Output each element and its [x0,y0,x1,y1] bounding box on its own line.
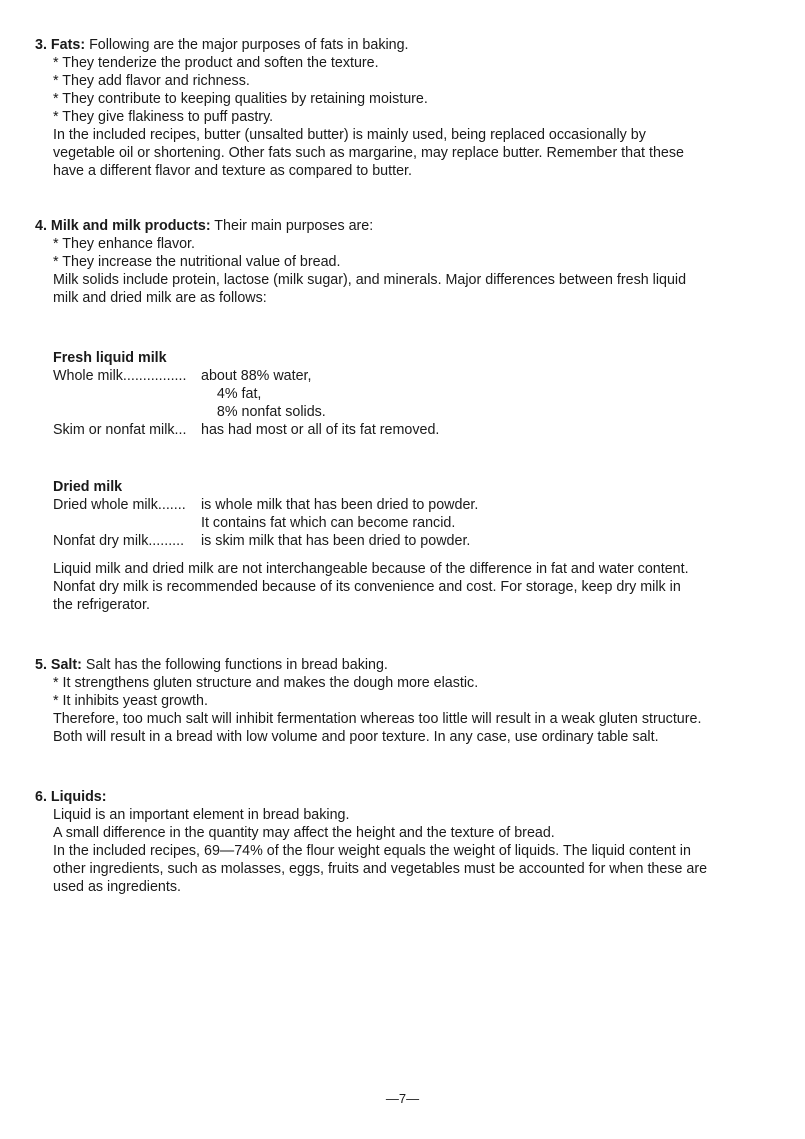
salt-heading-line [35,656,780,674]
fats-paragraph-line: have a different flavor and texture as compared to butter. [53,163,412,179]
salt-number: 5. [35,657,47,673]
liquids-paragraph-line: A small difference in the quantity may affect the height and the texture of bread. [53,825,555,841]
salt-heading: Salt: [50,657,82,673]
section-salt [35,656,780,746]
milk-paragraph-line: milk and dried milk are as follows: [53,290,267,306]
section-liquids [35,788,780,896]
fats-paragraph-line: In the included recipes, butter (unsalted butter) is mainly used, being replaced occasionally by [53,127,646,143]
fresh-milk-row: 4% fat, [201,386,262,402]
salt-bullet: * It strengthens gluten structure and makes the dough more elastic. [53,675,479,691]
milk-closing-line: Nonfat dry milk is recommended because of its convenience and cost. For storage, keep dry milk in [53,579,681,595]
fats-bullet: * They give flakiness to puff pastry. [53,109,274,125]
milk-bullet: * They increase the nutritional value of bread. [53,254,341,270]
dried-milk-row: It contains fat which can become rancid. [201,515,456,531]
fats-intro: Following are the major purposes of fats in baking. [85,37,409,53]
liquids-paragraph-line: other ingredients, such as molasses, eggs, fruits and vegetables must be accounted for when these are [53,861,708,877]
liquids-heading-line [35,788,780,806]
fresh-milk-block [53,349,773,439]
milk-closing-line: the refrigerator. [53,597,150,613]
fats-paragraph-line: vegetable oil or shortening. Other fats such as margarine, may replace butter. Remember that these [53,145,684,161]
fresh-milk-row: Whole milk................ about 88% water, [53,368,312,384]
liquids-paragraph-line: In the included recipes, 69—74% of the flour weight equals the weight of liquids. The liquid content in [53,843,691,859]
page-number: —7— [385,1091,420,1106]
dried-milk-row: Nonfat dry milk......... is skim milk that has been dried to powder. [53,533,471,549]
fats-bullet: * They contribute to keeping qualities by retaining moisture. [53,91,428,107]
section-milk [35,217,780,307]
liquids-heading: Liquids: [50,789,107,805]
liquids-paragraph-line: Liquid is an important element in bread baking. [53,807,350,823]
dried-milk-heading: Dried milk [53,479,123,495]
salt-paragraph-line: Therefore, too much salt will inhibit fermentation whereas too little will result in a weak gluten structure. [53,711,702,727]
fats-bullet: * They add flavor and richness. [53,73,250,89]
fresh-milk-heading: Fresh liquid milk [53,350,167,366]
fats-bullet: * They tenderize the product and soften the texture. [53,55,379,71]
liquids-paragraph-line: used as ingredients. [53,879,181,895]
milk-intro: Their main purposes are: [210,218,374,234]
fresh-milk-row: 8% nonfat solids. [201,404,326,420]
milk-closing-line: Liquid milk and dried milk are not interchangeable because of the difference in fat and water content. [53,561,689,577]
milk-number: 4. [35,218,47,234]
milk-bullet: * They enhance flavor. [53,236,196,252]
salt-bullet: * It inhibits yeast growth. [53,693,208,709]
fats-heading-line [35,36,780,54]
fats-number: 3. [35,37,47,53]
liquids-number: 6. [35,789,47,805]
salt-intro: Salt has the following functions in bread baking. [81,657,388,673]
dried-milk-block [53,478,773,550]
salt-paragraph-line: Both will result in a bread with low volume and poor texture. In any case, use ordinary table salt. [53,729,659,745]
fresh-milk-row: Skim or nonfat milk... has had most or all of its fat removed. [53,422,440,438]
milk-heading: Milk and milk products: [50,218,211,234]
dried-milk-row: Dried whole milk....... is whole milk that has been dried to powder. [53,497,479,513]
milk-heading-line [35,217,780,235]
fats-heading: Fats: [50,37,86,53]
milk-closing [53,560,773,614]
section-fats [35,36,780,180]
milk-paragraph-line: Milk solids include protein, lactose (milk sugar), and minerals. Major differences between fresh liquid [53,272,687,288]
